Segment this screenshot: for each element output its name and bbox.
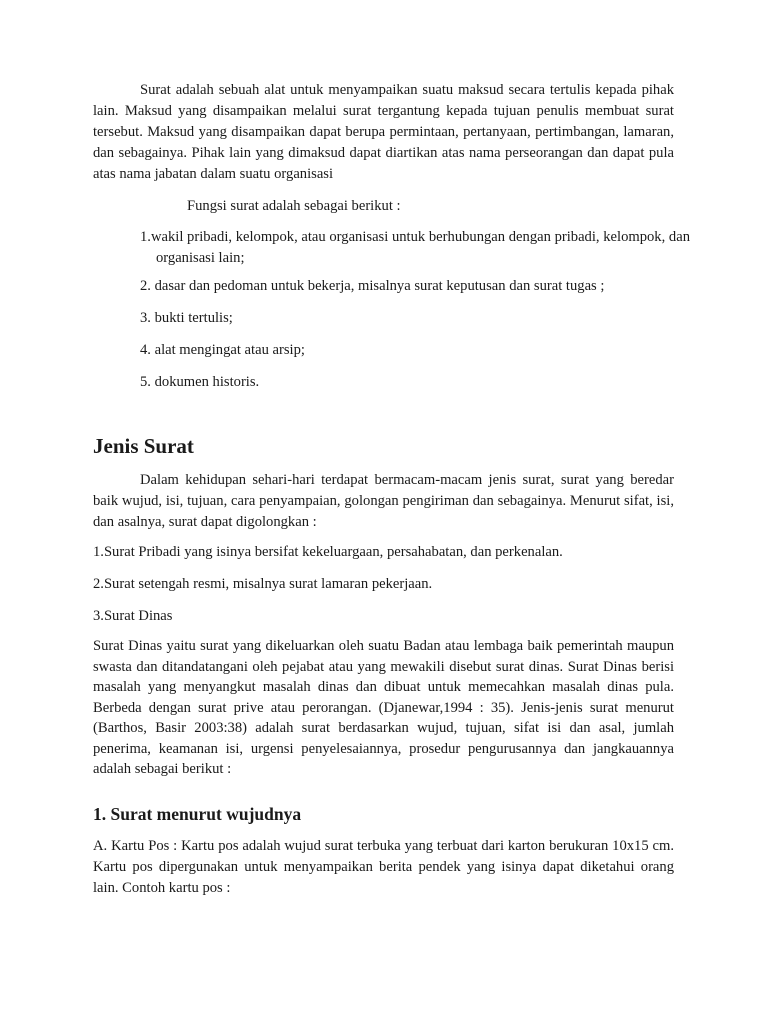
intro-paragraph: Surat adalah sebuah alat untuk menyampaikan suatu maksud secara tertulis kepada pihak lain. Maksud yang disampaikan melalui surat tergantung kepada tujuan penulis membuat surat tersebut. Maksud yang disampaikan dapat berupa permintaan, pertanyaan, pertimbangan, lamaran, dan sebagainya. Pihak lain yang dimaksud dapat diartikan atas nama perseorangan dan dapat pula atas nama jabatan dalam suatu organisasi [93, 82, 674, 182]
jenis-type-2: 2.Surat setengah resmi, misalnya surat lamaran pekerjaan. [93, 576, 433, 592]
jenis-surat-heading: Jenis Surat [93, 434, 194, 458]
jenis-type-3: 3.Surat Dinas [93, 608, 173, 624]
jenis-type-1: 1.Surat Pribadi yang isinya bersifat kekeluargaan, persahabatan, dan perkenalan. [93, 544, 563, 560]
fungsi-item-3: 3. bukti tertulis; [140, 310, 233, 326]
fungsi-item-2: 2. dasar dan pedoman untuk bekerja, misalnya surat keputusan dan surat tugas ; [140, 278, 605, 294]
wujud-paragraph: A. Kartu Pos : Kartu pos adalah wujud surat terbuka yang terbuat dari karton berukuran 10x15 cm. Kartu pos dipergunakan untuk menyampaikan berita pendek yang isinya dapat diketahui orang lain. Contoh kartu pos : [93, 838, 674, 896]
fungsi-item-4: 4. alat mengingat atau arsip; [140, 342, 305, 358]
fungsi-item-5: 5. dokumen historis. [140, 374, 260, 390]
wujud-heading: 1. Surat menurut wujudnya [93, 804, 302, 824]
fungsi-item-1: 1.wakil pribadi, kelompok, atau organisasi untuk berhubungan dengan pribadi, kelompok, dan organisasi lain; [140, 229, 690, 266]
jenis-paragraph: Dalam kehidupan sehari-hari terdapat bermacam-macam jenis surat, surat yang beredar baik wujud, isi, tujuan, cara penyampaian, golongan pengiriman dan sebagainya. Menurut sifat, isi, dan asalnya, surat dapat digolongkan : [93, 472, 674, 530]
fungsi-lead: Fungsi surat adalah sebagai berikut : [187, 198, 401, 214]
dinas-paragraph: Surat Dinas yaitu surat yang dikeluarkan oleh suatu Badan atau lembaga baik pemerintah maupun swasta dan ditandatangani oleh pejabat atau yang mewakili disebut surat dinas. Surat Dinas berisi masalah yang menyangkut masalah dinas dan dibuat untuk memecahkan masalah dinas pula. Berbeda dengan surat prive atau perorangan. (Djanewar,1994 : 35). Jenis-jenis surat menurut (Barthos, Basir 2003:38) adalah surat berdasarkan wujud, tujuan, sifat isi dan asal, jumlah penerima, keamanan isi, urgensi penyelesaiannya, prosedur pengurusannya dan jangkauannya adalah sebagai berikut : [93, 638, 674, 777]
